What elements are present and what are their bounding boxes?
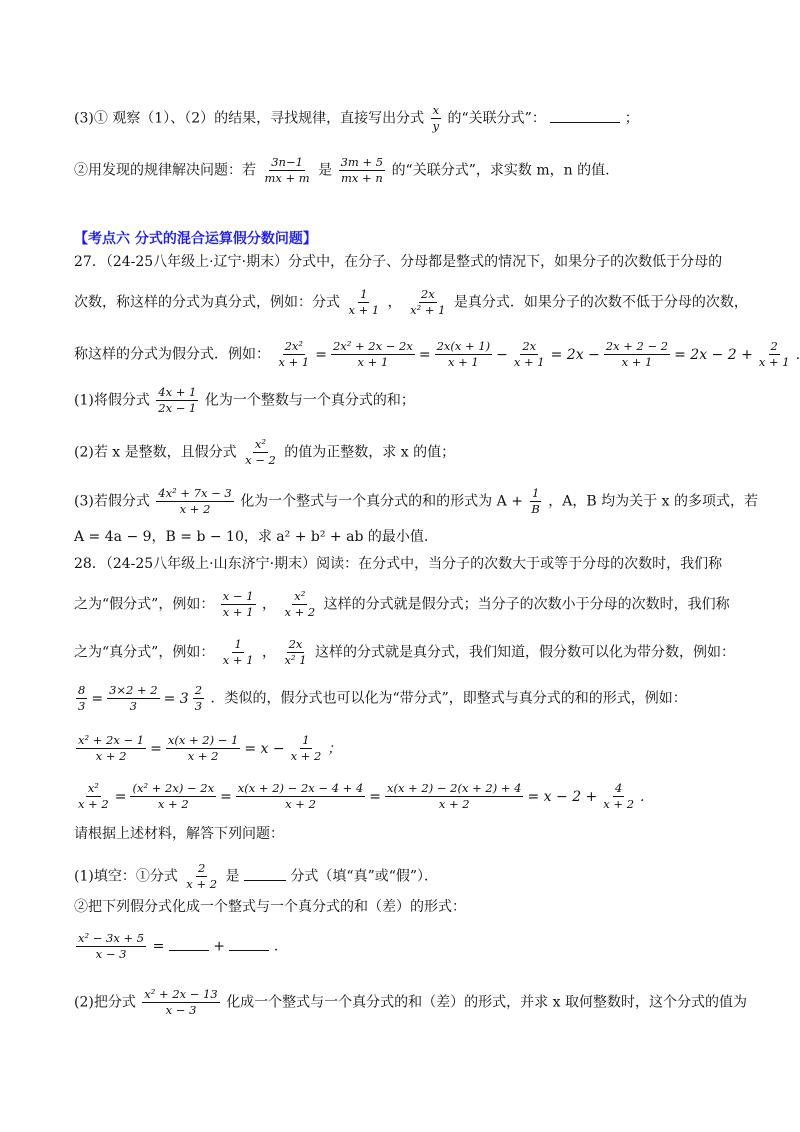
q28-line2-text: 之为“假分式”，例如： bbox=[74, 596, 215, 613]
answer-blank[interactable] bbox=[244, 880, 286, 881]
fraction bbox=[236, 782, 365, 811]
q27-sub3-text-c: ，A，B 均为关于 x 的多项式，若 bbox=[548, 493, 758, 510]
q28-sub1-part3 bbox=[74, 932, 278, 961]
denominator: x + 1 bbox=[357, 355, 389, 369]
numerator: 2x² bbox=[284, 339, 304, 353]
fraction: $\frac{1}{x + 1}$ bbox=[222, 637, 254, 667]
fraction: $\frac{4x + 1}{2x - 1}$ bbox=[158, 385, 197, 415]
q27-line2-text: 次数，称这样的分式为真分式，例如：分式 bbox=[74, 294, 340, 311]
fraction bbox=[193, 684, 204, 713]
fraction bbox=[512, 340, 547, 369]
fraction: $\frac{\text{x² − 3x + 5}}{x - 3}$ bbox=[78, 931, 145, 961]
operator: = bbox=[418, 346, 431, 363]
denominator: x + 1 bbox=[278, 355, 310, 369]
fraction: $\frac{2x}{\text{x² 1}}$ bbox=[284, 637, 307, 667]
punctuation: ， bbox=[261, 596, 276, 613]
punctuation: . bbox=[273, 938, 279, 955]
fraction: $\frac{\text{x² + 2x − 13}}{x - 3}$ bbox=[144, 987, 218, 1017]
q27-line2 bbox=[74, 288, 748, 317]
q27-sub3-text-b: 化为一个整式与一个真分式的和的形式为 A + bbox=[240, 493, 523, 510]
numerator: x(x + 2) − 2x − 4 + 4 bbox=[237, 781, 364, 795]
operator: = x − bbox=[244, 740, 285, 757]
fraction bbox=[76, 684, 87, 713]
q27-sub2-text: (2)若 x 是整数，且假分式 bbox=[74, 444, 237, 461]
fraction bbox=[76, 782, 111, 811]
q27-line2-text-b: 是真分式．如果分子的次数不低于分母的次数， bbox=[453, 294, 748, 311]
q28-sub1-text-b: 是 bbox=[225, 868, 240, 885]
q27-sub2 bbox=[74, 438, 455, 467]
q28-sub2-text-b: 化成一个整式与一个真分式的和（差）的形式，并求 x 取何整数时，这个分式的值为 bbox=[226, 994, 747, 1011]
q28-example1 bbox=[74, 734, 343, 763]
q28-sub1-text-c: 分式（填“真”或“假”）． bbox=[290, 868, 439, 885]
operator: − bbox=[496, 346, 508, 363]
q3-part2-line bbox=[74, 156, 610, 185]
fraction bbox=[276, 340, 311, 369]
fraction: $\frac{\text{x²}}{x - 2}$ bbox=[245, 437, 276, 467]
denominator: x + 2 bbox=[95, 749, 127, 763]
q27-sub1-text-b: 化为一个整数与一个真分式的和； bbox=[204, 392, 415, 409]
equation-chain bbox=[74, 781, 646, 811]
q28-sub2-text: (2)把分式 bbox=[74, 994, 136, 1011]
operator: . bbox=[640, 788, 645, 805]
q3-part1-text: (3)① 观察（1）、（2）的结果，寻找规律，直接写出分式 bbox=[74, 110, 425, 127]
denominator: 3 bbox=[78, 699, 86, 713]
denominator: x + 2 bbox=[78, 797, 109, 811]
q28-example2 bbox=[74, 782, 646, 811]
numerator: 1 bbox=[302, 733, 310, 747]
fraction: $\frac{1}{B}$ bbox=[531, 486, 540, 516]
fraction: $\frac{1}{x + 1}$ bbox=[348, 287, 380, 317]
q28-line3 bbox=[74, 638, 735, 667]
q28-line4-text: ．类似的，假分式也可以化为“带分式”，即整式与真分式的和的形式，例如： bbox=[210, 690, 687, 707]
q28-sub1 bbox=[74, 862, 438, 891]
fraction bbox=[130, 782, 216, 811]
q27-sub1-text: (1)将假分式 bbox=[74, 392, 150, 409]
denominator: 3 bbox=[194, 699, 203, 713]
numerator: 2x + 2 − 2 bbox=[605, 339, 669, 353]
denominator: x + 2 bbox=[285, 797, 316, 811]
q27-line3-text: 称这样的分式为假分式．例如： bbox=[74, 346, 270, 363]
q28-line4 bbox=[74, 684, 687, 713]
fraction bbox=[166, 734, 240, 763]
numerator: x(x + 2) − 2(x + 2) + 4 bbox=[387, 781, 522, 795]
equation-chain bbox=[74, 733, 343, 763]
operator: = 2x − bbox=[550, 346, 600, 363]
q3-part2-text-b: 的“关联分式”，求实数 m，n 的值. bbox=[391, 162, 610, 179]
numerator: 2x² + 2x − 2x bbox=[332, 339, 413, 353]
q28-line3-text-b: 这样的分式就是真分式，我们知道，假分数可以化为带分数，例如： bbox=[314, 644, 735, 661]
fraction: $\frac{3m + 5}{mx + n}$ bbox=[340, 155, 384, 185]
q27-line3 bbox=[74, 340, 800, 369]
q27-sub3-text: (3)若假分式 bbox=[74, 493, 150, 510]
denominator: x + 1 bbox=[621, 355, 653, 369]
fraction: $\frac{3n-1}{mx + m}$ bbox=[264, 155, 310, 185]
q28-line1: 28．（24-25八年级上·山东济宁·期末）阅读：在分式中，当分子的次数大于或等于分母的次数时，我们称 bbox=[74, 556, 723, 572]
q28-sub2 bbox=[74, 988, 747, 1017]
punctuation: ， bbox=[261, 644, 276, 661]
q27-line1: 27．（24-25八年级上·辽宁·期末）分式中，在分子、分母都是整式的情况下，如果分子的次数低于分母的 bbox=[74, 254, 723, 270]
denominator: x + 1 bbox=[758, 355, 790, 369]
operator: = bbox=[91, 690, 104, 707]
operator: = bbox=[220, 788, 232, 805]
fraction bbox=[76, 734, 146, 763]
denominator: x + 2 bbox=[438, 797, 470, 811]
fraction bbox=[757, 340, 792, 369]
answer-blank[interactable] bbox=[550, 122, 620, 123]
numerator: 2x(x + 1) bbox=[436, 339, 491, 353]
q3-part1-text-b: 的“关联分式”： bbox=[447, 110, 546, 127]
numerator: 4 bbox=[614, 781, 623, 795]
numerator: 3×2 + 2 bbox=[109, 683, 158, 697]
numerator: 8 bbox=[78, 683, 86, 697]
q27-sub3-line2: A = 4a − 9，B = b − 10，求 a² + b² + ab 的最小值. bbox=[74, 529, 429, 545]
equals-sign: = bbox=[152, 938, 165, 955]
section-heading: 【考点六 分式的混合运算假分数问题】 bbox=[74, 231, 317, 247]
denominator: x + 2 bbox=[290, 749, 322, 763]
operator: = bbox=[150, 740, 162, 757]
q28-line2 bbox=[74, 590, 730, 619]
fraction: $\frac{x - 1}{x + 1}$ bbox=[222, 589, 254, 619]
operator: . bbox=[795, 346, 800, 363]
operator: = 3 bbox=[163, 690, 189, 707]
operator: = x − 2 + bbox=[527, 788, 598, 805]
fraction bbox=[331, 340, 415, 369]
punctuation: ； bbox=[624, 110, 639, 127]
q28-line2-text-b: 这样的分式就是假分式；当分子的次数小于分母的次数时，我们称 bbox=[323, 596, 730, 613]
fraction bbox=[107, 684, 160, 713]
fraction bbox=[601, 782, 636, 811]
plus-sign: + bbox=[213, 938, 225, 955]
numerator: (x² + 2x) − 2x bbox=[132, 781, 215, 795]
denominator: x + 2 bbox=[157, 797, 189, 811]
operator: = bbox=[114, 788, 127, 805]
denominator: x + 2 bbox=[187, 749, 219, 763]
answer-blank[interactable] bbox=[229, 950, 269, 951]
fraction: $\frac{\text{4x² + 7x − 3}}{x + 2}$ bbox=[158, 486, 232, 516]
fraction bbox=[604, 340, 670, 369]
fraction-x-over-y: $\frac{x}{y}$ bbox=[432, 103, 440, 133]
q3-part1-line bbox=[74, 104, 639, 133]
equation-chain bbox=[274, 339, 800, 369]
q27-sub1 bbox=[74, 386, 415, 415]
operator: ； bbox=[327, 740, 342, 757]
denominator: 3 bbox=[129, 699, 137, 713]
numerator: 2 bbox=[194, 683, 203, 697]
q28-ask: 请根据上述材料，解答下列问题： bbox=[74, 826, 284, 842]
fraction bbox=[435, 340, 493, 369]
q28-sub1-text: (1)填空：①分式 bbox=[74, 868, 178, 885]
q3-part2-text: ②用发现的规律解决问题：若 bbox=[74, 162, 256, 179]
numerator: x² bbox=[87, 781, 99, 795]
fraction bbox=[385, 782, 523, 811]
fraction bbox=[289, 734, 324, 763]
fraction: $\frac{\text{x²}}{x + 2}$ bbox=[284, 589, 316, 619]
answer-blank[interactable] bbox=[169, 950, 209, 951]
numerator: 2x bbox=[522, 339, 537, 353]
punctuation: ， bbox=[387, 294, 402, 311]
denominator: x + 2 bbox=[603, 797, 635, 811]
operator: = bbox=[369, 788, 382, 805]
q27-sub3 bbox=[74, 487, 758, 516]
denominator: x + 1 bbox=[513, 355, 545, 369]
fraction: $\frac{2x}{\text{x² + 1}}$ bbox=[410, 287, 446, 317]
denominator: x + 1 bbox=[447, 355, 479, 369]
q28-sub1-part2: ②把下列假分式化成一个整式与一个真分式的和（差）的形式： bbox=[74, 899, 466, 915]
q3-part2-mid: 是 bbox=[318, 162, 333, 179]
operator: = bbox=[315, 346, 327, 363]
q27-sub2-text-b: 的值为正整数，求 x 的值； bbox=[284, 444, 456, 461]
fraction: $\frac{2}{x + 2}$ bbox=[186, 861, 218, 891]
operator: = 2x − 2 + bbox=[674, 346, 753, 363]
numerator: x(x + 2) − 1 bbox=[167, 733, 239, 747]
numerator: x² + 2x − 1 bbox=[78, 733, 145, 747]
q28-line3-text: 之为“真分式”，例如： bbox=[74, 644, 215, 661]
numerator: 2 bbox=[770, 339, 778, 353]
